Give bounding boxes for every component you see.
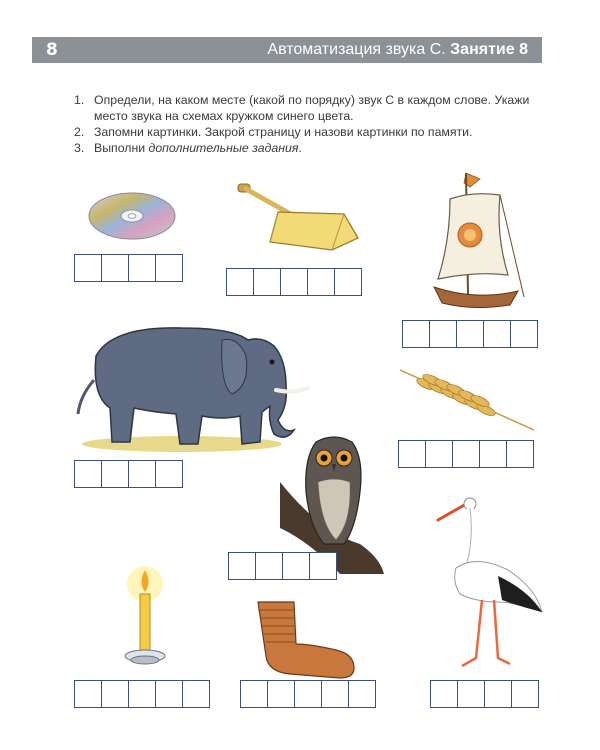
cd-disc-icon [86,190,178,242]
instruction-number: 2. [74,125,85,139]
instruction-text: Запомни картинки. Закрой страницу и назови картинки по памяти. [94,125,473,139]
answer-grid-sail[interactable] [402,320,538,348]
answer-cell[interactable] [283,553,310,579]
answer-cell[interactable] [426,441,453,467]
lesson-title [267,41,528,59]
answer-cell[interactable] [322,681,349,707]
answer-cell[interactable] [102,461,129,487]
answer-cell[interactable] [457,321,484,347]
answer-cell[interactable] [183,681,209,707]
dustpan-scoop-icon [232,180,362,258]
instruction-3 [74,140,544,156]
answer-grid-scoop[interactable] [226,268,362,296]
answer-cell[interactable] [399,441,426,467]
answer-cell[interactable] [256,553,283,579]
answer-cell[interactable] [484,321,511,347]
answer-cell[interactable] [310,553,336,579]
answer-cell[interactable] [485,681,512,707]
answer-cell[interactable] [295,681,322,707]
instruction-text: Определи, на каком месте (какой по порядку) звук С в каждом слове. Укажи место звука на схемах кружком синего цвета. [94,93,530,123]
page-header [32,37,542,63]
instructions-list [74,92,544,156]
answer-cell[interactable] [129,681,156,707]
answer-cell[interactable] [431,681,458,707]
answer-cell[interactable] [308,269,335,295]
answer-grid-disc[interactable] [74,254,183,282]
answer-cell[interactable] [229,553,256,579]
instruction-number: 3. [74,141,85,155]
answer-cell[interactable] [75,461,102,487]
instruction-1 [74,92,544,124]
stork-icon [436,490,546,670]
answer-cell[interactable] [227,269,254,295]
answer-cell[interactable] [453,441,480,467]
answer-cell[interactable] [156,681,183,707]
lesson-title-bold: Занятие 8 [450,41,528,58]
answer-cell[interactable] [507,441,533,467]
answer-cell[interactable] [156,461,182,487]
answer-cell[interactable] [156,255,182,281]
instruction-italic: дополнительные задания [148,141,299,155]
answer-grid-elephant[interactable] [74,460,183,488]
answer-cell[interactable] [458,681,485,707]
answer-cell[interactable] [511,321,537,347]
answer-cell[interactable] [102,255,129,281]
wheat-ear-icon [396,366,536,434]
instruction-2 [74,124,544,140]
answer-cell[interactable] [349,681,375,707]
sock-icon [250,598,360,680]
answer-cell[interactable] [75,255,102,281]
answer-grid-ear[interactable] [398,440,534,468]
answer-grid-owl[interactable] [228,552,337,580]
answer-cell[interactable] [268,681,295,707]
answer-cell[interactable] [512,681,538,707]
answer-cell[interactable] [75,681,102,707]
answer-cell[interactable] [102,681,129,707]
instruction-number: 1. [74,93,85,107]
answer-cell[interactable] [335,269,361,295]
lesson-title-prefix: Автоматизация звука С. [267,41,446,58]
answer-grid-candle[interactable] [74,680,210,708]
candle-icon [118,560,172,672]
answer-cell[interactable] [129,461,156,487]
answer-grid-sock[interactable] [240,680,376,708]
instruction-suffix: . [298,141,302,155]
page-number: 8 [46,40,58,60]
answer-cell[interactable] [403,321,430,347]
answer-cell[interactable] [129,255,156,281]
instruction-text: Выполни [94,141,149,155]
answer-cell[interactable] [430,321,457,347]
answer-cell[interactable] [480,441,507,467]
answer-grid-stork[interactable] [430,680,539,708]
answer-cell[interactable] [254,269,281,295]
answer-cell[interactable] [241,681,268,707]
answer-cell[interactable] [281,269,308,295]
sailboat-icon [420,165,530,315]
